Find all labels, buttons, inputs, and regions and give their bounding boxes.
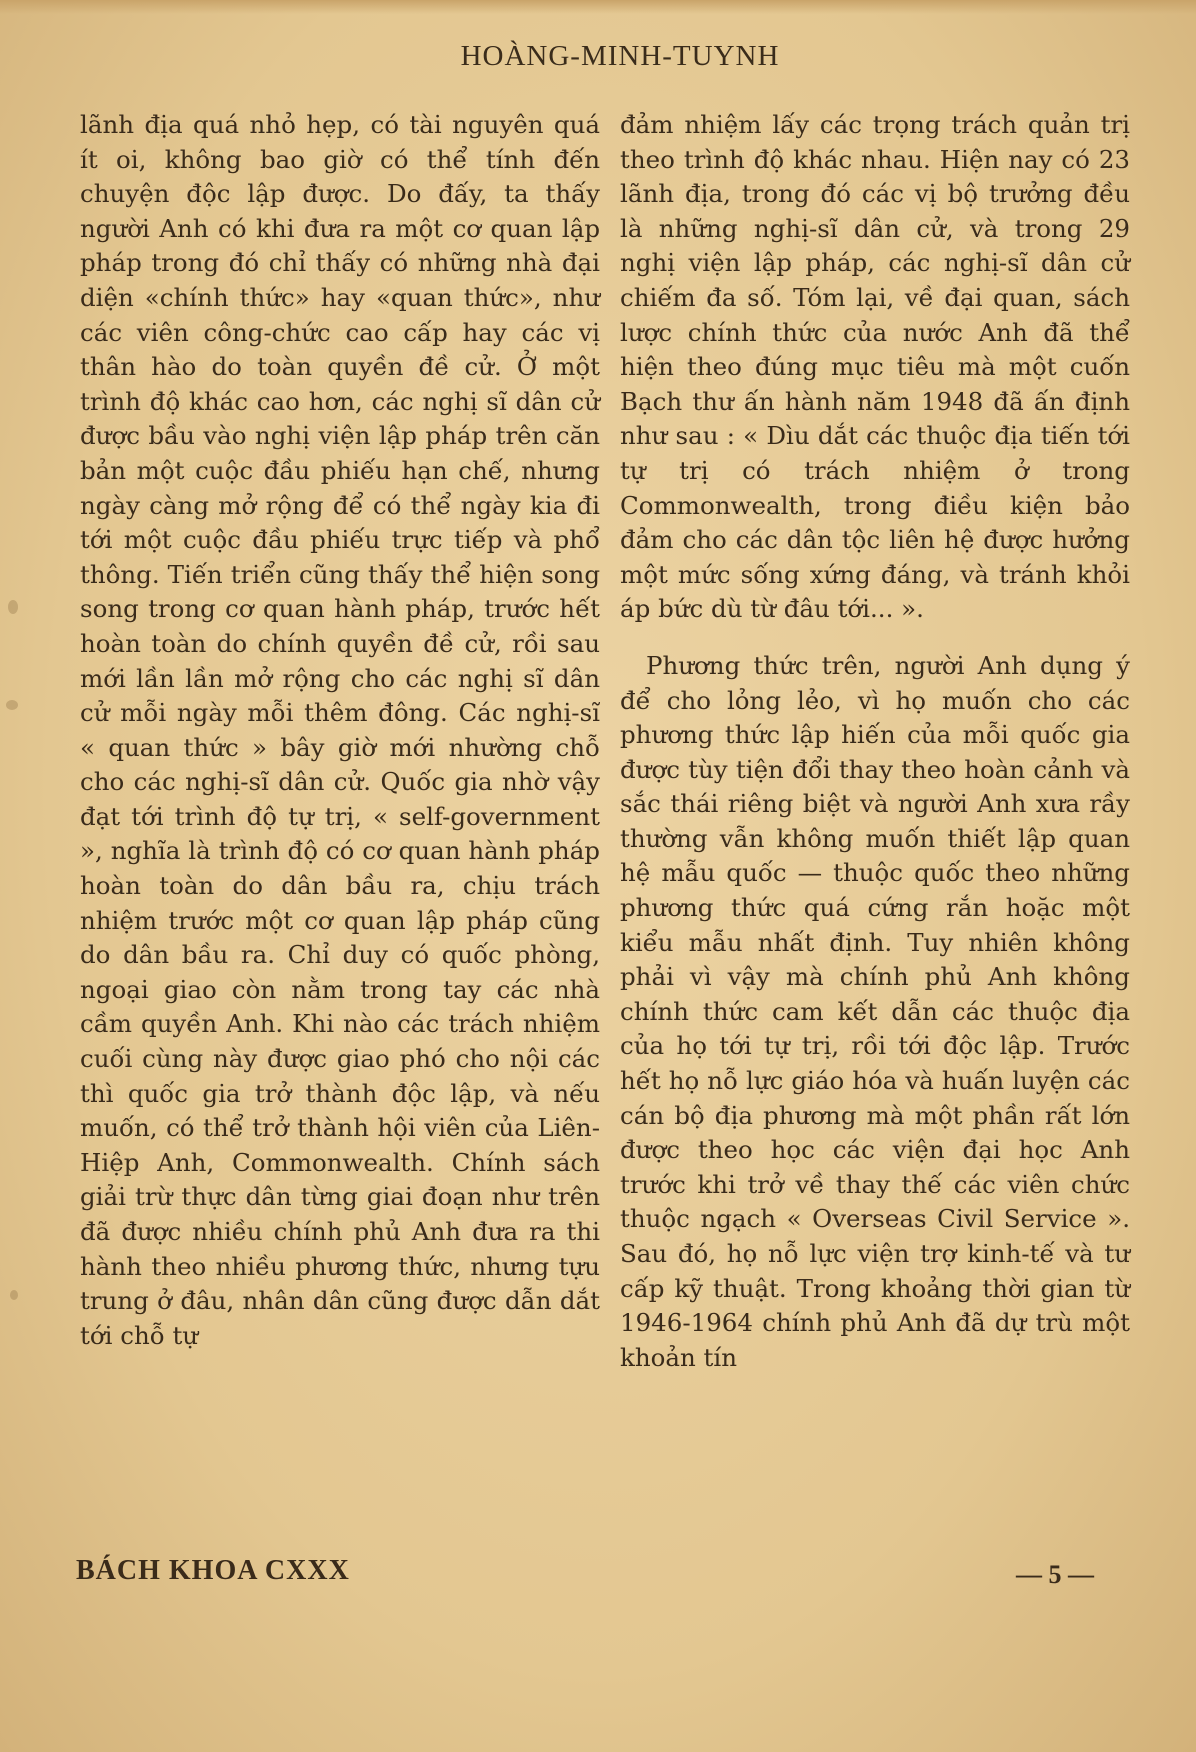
paragraph: đảm nhiệm lấy các trọng trách quản trị theo trình độ khác nhau. Hiện nay có 23 lãnh địa, trong đó các vị bộ trưởng đều là những nghị-sĩ dân cử, và trong 29 nghị viện lập pháp, các nghị-sĩ dân cử chiếm đa số. Tóm lại, về đại quan, sách lược chính thức của nước Anh đã thể hiện theo đúng mục tiêu mà một cuốn Bạch thư ấn hành năm 1948 đã ấn định như sau : « Dìu dắt các thuộc địa tiến tới tự trị có trách nhiệm ở trong Commonwealth, trong điều kiện bảo đảm cho các dân tộc liên hệ được hưởng một mức sống xứng đáng, và tránh khỏi áp bức dù từ đâu tới... ». — [620, 110, 1130, 624]
paper-stain — [6, 700, 18, 710]
right-column — [620, 108, 1130, 1375]
paper-stain — [8, 600, 18, 614]
page-top-edge — [0, 0, 1196, 14]
running-head: HOÀNG-MINH-TUYNH — [460, 40, 780, 72]
paragraph: Phương thức trên, người Anh dụng ý để cho lỏng lẻo, vì họ muốn cho các phương thức lập hiến của mỗi quốc gia được tùy tiện đổi thay theo hoàn cảnh và sắc thái riêng biệt và người Anh xưa rầy thường vẫn không muốn thiết lập quan hệ mẫu quốc — thuộc quốc theo những phương thức quá cứng rắn hoặc một kiểu mẫu nhất định. Tuy nhiên không phải vì vậy mà chính phủ Anh không chính thức cam kết dẫn các thuộc địa của họ tới tự trị, rồi tới độc lập. Trước hết họ nỗ lực giáo hóa và huấn luyện các cán bộ địa phương mà một phần rất lớn được theo học các viện đại học Anh trước khi trở về thay thế các viên chức thuộc ngạch « Overseas Civil Service ». Sau đó, họ nỗ lực viện trợ kinh-tế và tư cấp kỹ thuật. Trong khoảng thời gian từ 1946-1964 chính phủ Anh đã dự trù một khoản tín — [620, 650, 1130, 1372]
left-column — [80, 108, 600, 1353]
paragraph: lãnh địa quá nhỏ hẹp, có tài nguyên quá ít oi, không bao giờ có thể tính đến chuyện độc lập được. Do đấy, ta thấy người Anh có khi đưa ra một cơ quan lập pháp trong đó chỉ thấy có những nhà đại diện «chính thức» hay «quan thức», như các viên công-chức cao cấp hay các vị thân hào do toàn quyền đề cử. Ở một trình độ khác cao hơn, các nghị sĩ dân cử được bầu vào nghị viện lập pháp trên căn bản một cuộc đầu phiếu hạn chế, nhưng ngày càng mở rộng để có thể ngày kia đi tới một cuộc đầu phiếu trực tiếp và phổ thông. Tiến triển cũng thấy thể hiện song song trong cơ quan hành pháp, trước hết hoàn toàn do chính quyền đề cử, rồi sau mới lần lần mở rộng cho các nghị sĩ dân cử mỗi ngày mỗi thêm đông. Các nghị-sĩ « quan thức » bây giờ mới nhường chỗ cho các nghị-sĩ dân cử. Quốc gia nhờ vậy đạt tới trình độ tự trị, « self-government », nghĩa là trình độ có cơ quan hành pháp hoàn toàn do dân bầu ra, chịu trách nhiệm trước một cơ quan lập pháp cũng do dân bầu ra. Chỉ duy có quốc phòng, ngoại giao còn nằm trong tay các nhà cầm quyền Anh. Khi nào các trách nhiệm cuối cùng này được giao phó cho nội các thì quốc gia trở thành độc lập, và nếu muốn, có thể trở thành hội viên của Liên-Hiệp Anh, Commonwealth. Chính sách giải trừ thực dân từng giai đoạn như trên đã được nhiều chính phủ Anh đưa ra thi hành theo nhiều phương thức, nhưng tựu trung ở đâu, nhân dân cũng được dẫn dắt tới chỗ tự — [80, 110, 600, 1350]
paper-stain — [10, 1290, 18, 1300]
publication-footer: BÁCH KHOA CXXX — [76, 1555, 350, 1586]
page-number: — 5 — — [1016, 1560, 1094, 1589]
